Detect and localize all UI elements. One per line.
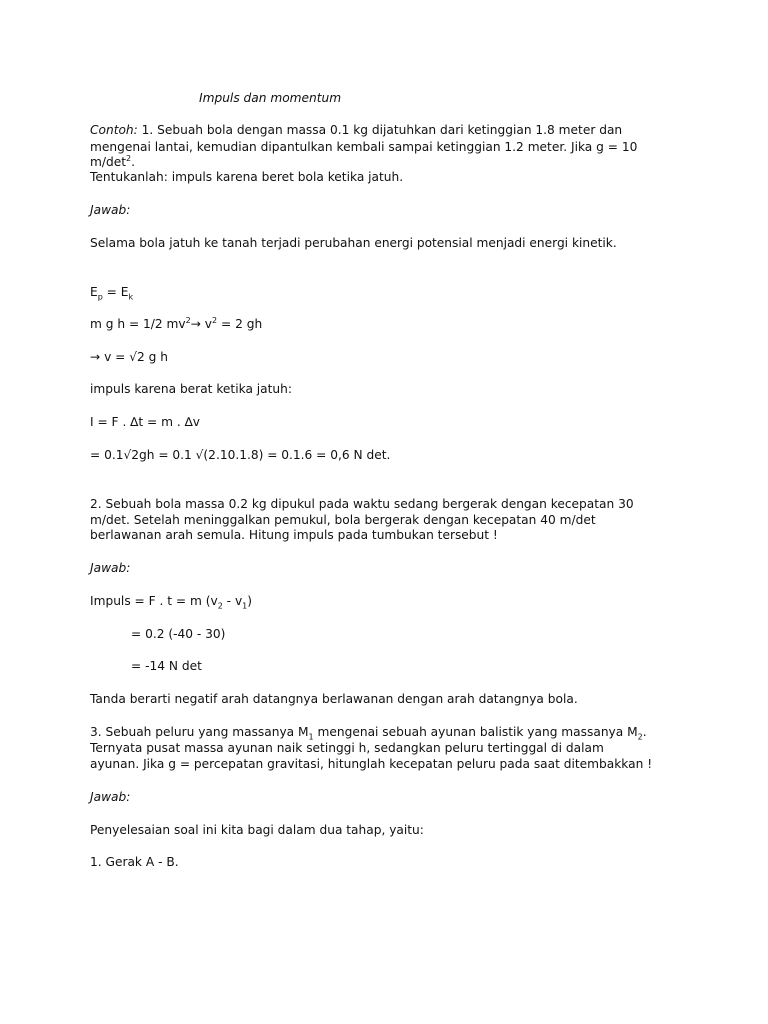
ex1-question-line-4: Tentukanlah: impuls karena beret bola ketika jatuh. (90, 170, 404, 184)
ex1-question-line-2: mengenai lantai, kemudian dipantulkan kembali sampai ketinggian 1.2 meter. Jika g = 10 (90, 140, 638, 154)
ex2-eq1-part-a: Impuls = F . t = m (v (90, 594, 218, 608)
ex1-answer-label: Jawab: (90, 203, 131, 217)
ex2-equation-1 (90, 593, 252, 610)
ex1-eq2-part-c: = 2 gh (217, 317, 263, 331)
ex1-intro: Selama bola jatuh ke tanah terjadi perubahan energi potensial menjadi energi kinetik. (90, 236, 617, 250)
ex1-eq1-ep: E (90, 285, 98, 299)
ex3-q1-part-c: . (642, 725, 647, 739)
ex3-answer-label: Jawab: (90, 790, 131, 804)
ex2-question-line-2: m/det. Setelah meninggalkan pemukul, bola bergerak dengan kecepatan 40 m/det (90, 513, 596, 527)
ex3-step-1: 1. Gerak A - B. (90, 855, 179, 869)
ex1-unit-end: . (131, 155, 135, 169)
ex1-eq1-sub-p: p (97, 292, 103, 302)
ex1-eq1-ek: = E (102, 285, 129, 299)
ex2-eq1-part-b: - v (222, 594, 243, 608)
ex1-unit: m/det (90, 155, 126, 169)
ex3-q1-part-b: mengenai sebuah ayunan balistik yang massanya M (313, 725, 638, 739)
ex1-eq2-part-a: m g h = 1/2 mv (90, 317, 186, 331)
ex3-question-line-2: Ternyata pusat massa ayunan naik setinggi h, sedangkan peluru tertinggal di dalam (90, 741, 604, 755)
ex2-note: Tanda berarti negatif arah datangnya berlawanan dengan arah datangnya bola. (90, 692, 578, 706)
ex2-question-line-1: 2. Sebuah bola massa 0.2 kg dipukul pada waktu sedang bergerak dengan kecepatan 30 (90, 497, 634, 511)
ex1-q-text-1: 1. Sebuah bola dengan massa 0.1 kg dijatuhkan dari ketinggian 1.8 meter dan (137, 123, 623, 137)
ex1-label: Contoh: (90, 123, 138, 137)
ex3-intro: Penyelesaian soal ini kita bagi dalam dua tahap, yaitu: (90, 823, 424, 837)
ex3-question-line-1 (90, 724, 647, 741)
ex1-question-line-1 (90, 122, 622, 139)
ex1-equation-2 (90, 316, 262, 333)
ex1-eq1-sub-k: k (128, 292, 134, 302)
ex2-answer-label: Jawab: (90, 561, 131, 575)
ex2-eq1-sub-2: 1 (242, 601, 248, 611)
ex3-q1-sub-1: 1 (308, 732, 314, 742)
ex1-eq2-part-b: → v (190, 317, 213, 331)
ex1-equation-5: = 0.1√2gh = 0.1 √(2.10.1.8) = 0.1.6 = 0,6 N det. (90, 448, 391, 462)
ex1-equation-3: → v = √2 g h (90, 350, 168, 364)
ex2-eq1-sub-1: 2 (217, 601, 223, 611)
ex2-equation-2: = 0.2 (-40 - 30) (131, 627, 226, 641)
ex3-q1-sub-2: 2 (637, 732, 643, 742)
ex3-question-line-3: ayunan. Jika g = percepatan gravitasi, hitunglah kecepatan peluru pada saat ditembakkan ! (90, 757, 653, 771)
ex1-eq2-sup-2: 2 (212, 315, 218, 325)
ex2-eq1-part-c: ) (247, 594, 253, 608)
ex2-question-line-3: berlawanan arah semula. Hitung impuls pada tumbukan tersebut ! (90, 528, 498, 542)
document-title: Impuls dan momentum (199, 91, 342, 105)
ex1-eq2-sup-1: 2 (185, 315, 191, 325)
ex1-equation-4: I = F . ∆t = m . ∆v (90, 415, 200, 429)
ex1-impulse-label: impuls karena berat ketika jatuh: (90, 382, 292, 396)
ex1-equation-1 (90, 284, 133, 301)
ex3-q1-part-a: 3. Sebuah peluru yang massanya M (90, 725, 309, 739)
ex1-unit-sup: 2 (126, 153, 132, 163)
ex2-equation-3: = -14 N det (131, 659, 202, 673)
